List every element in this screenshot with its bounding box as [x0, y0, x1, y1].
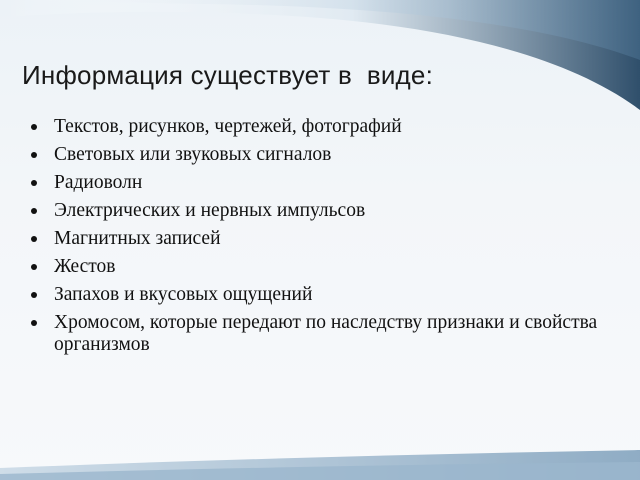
- list-item-text: Хромосом, которые передают по наследству признаки и свойства организмов: [54, 312, 598, 355]
- list-item: [30, 172, 600, 194]
- list-item-text: Световых или звуковых сигналов: [54, 144, 332, 165]
- list-item-text: Магнитных записей: [54, 228, 221, 249]
- list-item-text: Текстов, рисунков, чертежей, фотографий: [54, 116, 402, 137]
- list-item: [30, 256, 600, 278]
- list-item: [30, 312, 600, 356]
- list-item: [30, 284, 600, 306]
- list-item-text: Радиоволн: [54, 172, 143, 193]
- bottom-decoration: [0, 430, 640, 480]
- bullet-dot-icon: [31, 152, 37, 158]
- slide-title: Информация существует в виде:: [22, 60, 434, 90]
- list-item: [30, 144, 600, 166]
- bullet-dot-icon: [31, 320, 37, 326]
- bullet-dot-icon: [31, 180, 37, 186]
- bullet-list: [30, 116, 600, 362]
- list-item-text: Жестов: [54, 256, 116, 277]
- bullet-dot-icon: [31, 236, 37, 242]
- list-item: [30, 116, 600, 138]
- list-item: [30, 228, 600, 250]
- list-item-text: Электрических и нервных импульсов: [54, 200, 366, 221]
- list-item-text: Запахов и вкусовых ощущений: [54, 284, 313, 305]
- bullet-dot-icon: [31, 124, 37, 130]
- bullet-dot-icon: [31, 208, 37, 214]
- bullet-dot-icon: [31, 292, 37, 298]
- bullet-dot-icon: [31, 264, 37, 270]
- list-item: [30, 200, 600, 222]
